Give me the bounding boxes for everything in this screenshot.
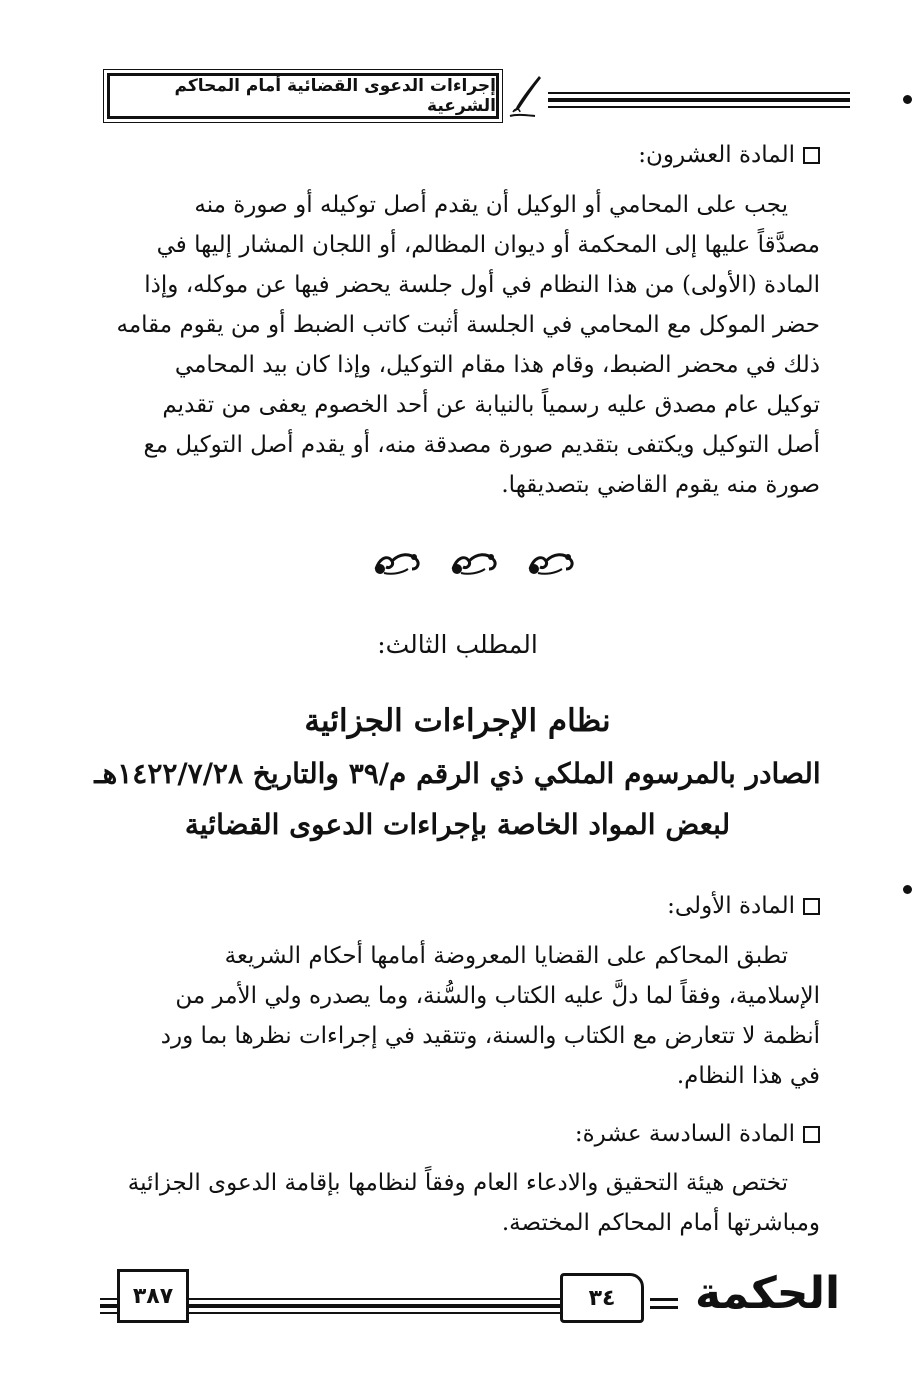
checkbox-icon (803, 898, 820, 915)
issue-number-text: ٣٤ (588, 1285, 616, 1311)
running-header (107, 73, 499, 119)
section-title: نظام الإجراءات الجزائية (304, 703, 611, 739)
paragraph-line: تطبق المحاكم على القضايا المعروضة أمامها أحكام الشريعة (224, 943, 788, 969)
article-1-heading-text: المادة الأولى: (667, 893, 795, 919)
article-16-heading (575, 1121, 820, 1147)
paragraph-line: توكيل عام مصدق عليه رسمياً بالنيابة عن أحد الخصوم يعفى من تقديم (162, 392, 820, 418)
article-20-heading-text: المادة العشرون: (638, 142, 795, 168)
paragraph-line: ذلك في محضر الضبط، وقام هذا مقام التوكيل، وإذا كان بيد المحامي (174, 352, 820, 378)
scope-line: لبعض المواد الخاصة بإجراءات الدعوى القضائية (184, 808, 731, 841)
paragraph-line: صورة منه يقوم القاضي بتصديقها. (501, 472, 820, 498)
paragraph-line: مصدَّقاً عليها إلى المحكمة أو ديوان المظالم، أو اللجان المشار إليها في (156, 232, 820, 258)
checkbox-icon (803, 1126, 820, 1143)
decree-line: الصادر بالمرسوم الملكي ذي الرقم م/٣٩ والتاريخ ١٤٢٢/٧/٢٨هـ (94, 757, 821, 790)
paragraph-line: ومباشرتها أمام المحاكم المختصة. (501, 1210, 820, 1236)
article-20-heading (638, 142, 820, 168)
page-number-text: ٣٨٧ (132, 1283, 174, 1309)
article-16-body (100, 1163, 820, 1243)
paragraph-line: الإسلامية، وفقاً لما دلَّ عليه الكتاب والسُّنة، وما يصدره ولي الأمر من (175, 983, 820, 1009)
paragraph-line: أصل التوكيل ويكتفى بتقديم صورة مصدقة منه، أو يقدم أصل التوكيل مع (143, 432, 820, 458)
floral-ornament-icon (447, 547, 503, 577)
paragraph-line: تختص هيئة التحقيق والادعاء العام وفقاً لنظامها بإقامة الدعوى الجزائية (127, 1170, 788, 1196)
paragraph-line: المادة (الأولى) من هذا النظام في أول جلسة يحضر فيها عن موكله، وإذا (144, 272, 820, 298)
article-1-body (100, 936, 820, 1096)
checkbox-icon (803, 147, 820, 164)
article-16-heading-text: المادة السادسة عشرة: (574, 1121, 795, 1147)
floral-ornament-icon (524, 547, 580, 577)
margin-dot (903, 885, 912, 894)
section-label: المطلب الثالث: (377, 630, 538, 659)
margin-dot (903, 95, 912, 104)
page-number (117, 1269, 189, 1323)
article-1-heading (667, 893, 820, 919)
issue-number (560, 1273, 644, 1323)
running-header-title: إجراءات الدعوى القضائية أمام المحاكم الشرعية (174, 76, 496, 116)
paragraph-line: حضر الموكل مع المحامي في الجلسة أثبت كاتب الضبط أو من يقوم مقامه (116, 312, 820, 338)
article-20-body (100, 185, 820, 505)
paragraph-line: يجب على المحامي أو الوكيل أن يقدم أصل توكيله أو صورة منه (194, 192, 788, 218)
footer-rule-short (650, 1298, 678, 1314)
header-rule (548, 92, 850, 112)
paragraph-line: في هذا النظام. (676, 1063, 820, 1089)
floral-ornament-icon (370, 547, 426, 577)
section-divider (370, 547, 580, 577)
quill-pen-icon (505, 72, 545, 120)
paragraph-line: أنظمة لا تتعارض مع الكتاب والسنة، وتتقيد في إجراءات نظرها بما ورد (160, 1023, 820, 1049)
journal-brand: الحكمة (695, 1268, 841, 1319)
